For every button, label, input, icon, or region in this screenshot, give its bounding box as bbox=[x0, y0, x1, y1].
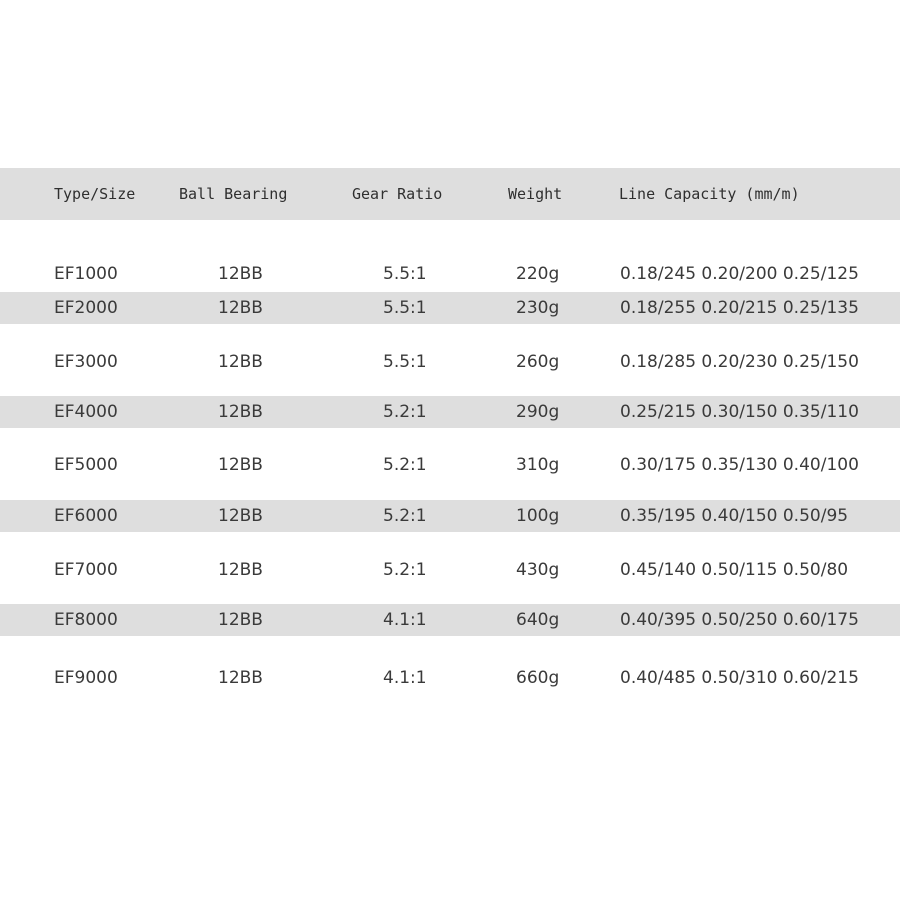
table-row bbox=[0, 396, 900, 428]
header-type-size: Type/Size bbox=[54, 185, 136, 203]
cell-type: EF5000 bbox=[54, 455, 118, 475]
cell-type: EF4000 bbox=[54, 402, 118, 422]
table-header-row bbox=[0, 168, 900, 220]
cell-line-capacity: 0.18/255 0.20/215 0.25/135 bbox=[620, 298, 859, 318]
table-row bbox=[0, 449, 900, 481]
table-row bbox=[0, 604, 900, 636]
header-ball-bearing: Ball Bearing bbox=[179, 185, 288, 203]
cell-line-capacity: 0.40/485 0.50/310 0.60/215 bbox=[620, 668, 859, 688]
cell-gear-ratio: 5.2:1 bbox=[383, 560, 427, 580]
cell-weight: 660g bbox=[516, 668, 560, 688]
cell-type: EF2000 bbox=[54, 298, 118, 318]
cell-ball-bearing: 12BB bbox=[218, 455, 263, 475]
cell-ball-bearing: 12BB bbox=[218, 560, 263, 580]
cell-gear-ratio: 5.2:1 bbox=[383, 402, 427, 422]
cell-weight: 310g bbox=[516, 455, 560, 475]
cell-weight: 220g bbox=[516, 264, 560, 284]
cell-ball-bearing: 12BB bbox=[218, 298, 263, 318]
cell-gear-ratio: 5.5:1 bbox=[383, 298, 427, 318]
cell-weight: 230g bbox=[516, 298, 560, 318]
cell-line-capacity: 0.25/215 0.30/150 0.35/110 bbox=[620, 402, 859, 422]
table-row bbox=[0, 292, 900, 324]
spec-table bbox=[0, 168, 900, 688]
table-row bbox=[0, 662, 900, 694]
cell-weight: 260g bbox=[516, 352, 560, 372]
cell-type: EF1000 bbox=[54, 264, 118, 284]
cell-line-capacity: 0.18/245 0.20/200 0.25/125 bbox=[620, 264, 859, 284]
cell-weight: 100g bbox=[516, 506, 560, 526]
table-row bbox=[0, 500, 900, 532]
cell-gear-ratio: 4.1:1 bbox=[383, 610, 427, 630]
cell-ball-bearing: 12BB bbox=[218, 506, 263, 526]
cell-ball-bearing: 12BB bbox=[218, 402, 263, 422]
table-row bbox=[0, 258, 900, 290]
cell-gear-ratio: 4.1:1 bbox=[383, 668, 427, 688]
cell-line-capacity: 0.45/140 0.50/115 0.50/80 bbox=[620, 560, 849, 580]
cell-type: EF8000 bbox=[54, 610, 118, 630]
cell-line-capacity: 0.35/195 0.40/150 0.50/95 bbox=[620, 506, 849, 526]
cell-ball-bearing: 12BB bbox=[218, 610, 263, 630]
cell-gear-ratio: 5.2:1 bbox=[383, 506, 427, 526]
cell-ball-bearing: 12BB bbox=[218, 668, 263, 688]
header-weight: Weight bbox=[508, 185, 563, 203]
cell-type: EF7000 bbox=[54, 560, 118, 580]
cell-ball-bearing: 12BB bbox=[218, 352, 263, 372]
cell-type: EF3000 bbox=[54, 352, 118, 372]
cell-gear-ratio: 5.5:1 bbox=[383, 352, 427, 372]
cell-gear-ratio: 5.2:1 bbox=[383, 455, 427, 475]
cell-ball-bearing: 12BB bbox=[218, 264, 263, 284]
cell-line-capacity: 0.18/285 0.20/230 0.25/150 bbox=[620, 352, 859, 372]
cell-weight: 640g bbox=[516, 610, 560, 630]
header-line-capacity: Line Capacity (mm/m) bbox=[619, 185, 800, 203]
header-gear-ratio: Gear Ratio bbox=[352, 185, 443, 203]
cell-weight: 290g bbox=[516, 402, 560, 422]
table-row bbox=[0, 554, 900, 586]
cell-type: EF6000 bbox=[54, 506, 118, 526]
cell-gear-ratio: 5.5:1 bbox=[383, 264, 427, 284]
cell-line-capacity: 0.30/175 0.35/130 0.40/100 bbox=[620, 455, 859, 475]
table-row bbox=[0, 346, 900, 378]
cell-weight: 430g bbox=[516, 560, 560, 580]
cell-type: EF9000 bbox=[54, 668, 118, 688]
cell-line-capacity: 0.40/395 0.50/250 0.60/175 bbox=[620, 610, 859, 630]
